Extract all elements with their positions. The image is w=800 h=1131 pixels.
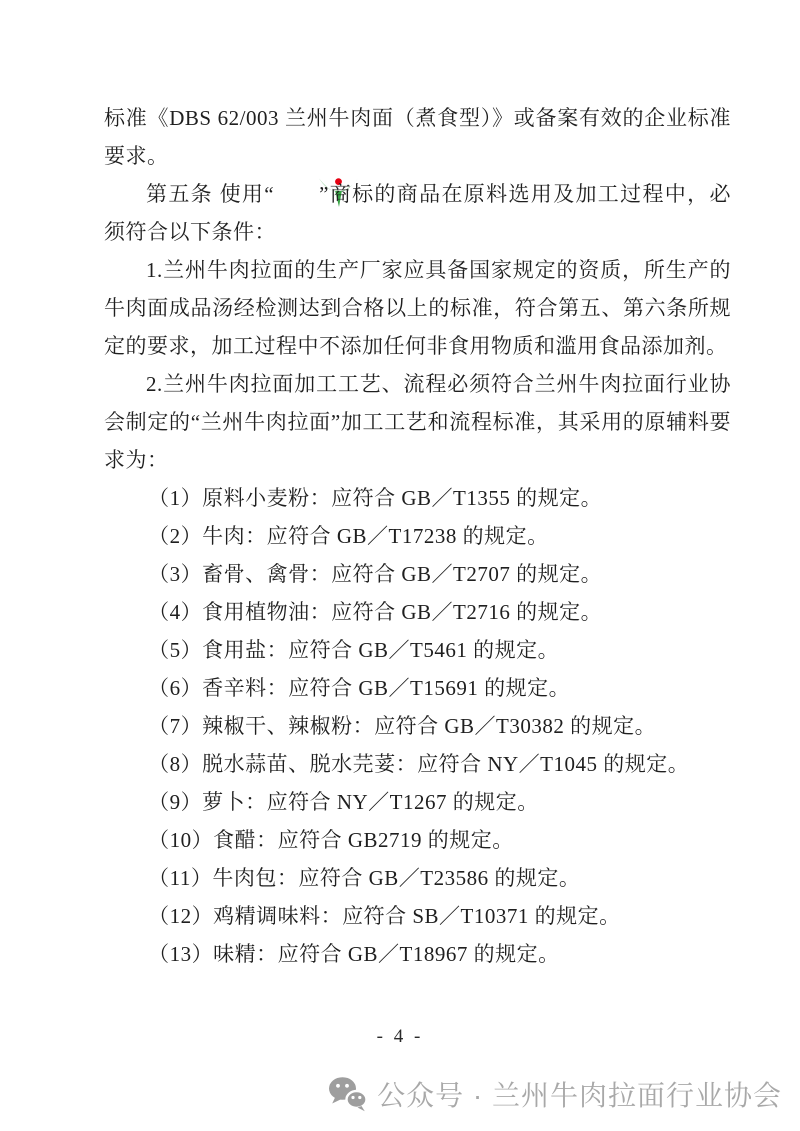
ingredient-item: （1）原料小麦粉：应符合 GB／T1355 的规定。 [148, 486, 603, 510]
paragraph-continuation: 标准《DBS 62/003 兰州牛肉面（煮食型）》或备案有效的企业标准要求。 [104, 106, 731, 168]
page-number: - 4 - [376, 1026, 424, 1047]
ingredient-item: （9）萝卜：应符合 NY／T1267 的规定。 [148, 790, 539, 814]
ingredient-item: （4）食用植物油：应符合 GB／T2716 的规定。 [148, 600, 603, 624]
ingredient-item: （3）畜骨、禽骨：应符合 GB／T2707 的规定。 [148, 562, 603, 586]
ingredient-item: （12）鸡精调味料：应符合 SB／T10371 的规定。 [148, 904, 621, 928]
ingredient-item: （8）脱水蒜苗、脱水芫荽：应符合 NY／T1045 的规定。 [148, 752, 690, 776]
ingredient-item: （11）牛肉包：应符合 GB／T23586 的规定。 [148, 866, 581, 890]
ingredient-item: （13）味精：应符合 GB／T18967 的规定。 [148, 942, 560, 966]
ingredient-item: （6）香辛料：应符合 GB／T15691 的规定。 [148, 676, 571, 700]
article-5-text-after-logo: ”商标的商品在原料选用及加工过程中，必须符合以下条件： [104, 182, 731, 244]
watermark [328, 1074, 782, 1114]
paragraph-article-5 [104, 175, 731, 251]
ingredient-item: （2）牛肉：应符合 GB／T17238 的规定。 [148, 524, 549, 548]
clause-2: 2.兰州牛肉拉面加工工艺、流程必须符合兰州牛肉拉面行业协会制定的“兰州牛肉拉面”加工工艺和流程标准，其采用的原辅料要求为： [104, 372, 731, 472]
trademark-logo-icon [276, 177, 317, 208]
ingredient-item: （10）食醋：应符合 GB2719 的规定。 [148, 828, 514, 852]
wechat-icon [328, 1076, 368, 1113]
document-body [104, 99, 731, 973]
watermark-text: 公众号 · 兰州牛肉拉面行业协会 [377, 1080, 782, 1111]
clause-1: 1.兰州牛肉拉面的生产厂家应具备国家规定的资质，所生产的牛肉面成品汤经检测达到合格以上的标准，符合第五、第六条所规定的要求，加工过程中不添加任何非食用物质和滥用食品添加剂。 [104, 258, 731, 358]
article-5-text-before-logo: 第五条 使用“ [146, 182, 275, 206]
ingredient-item: （7）辣椒干、辣椒粉：应符合 GB／T30382 的规定。 [148, 714, 657, 738]
ingredient-item: （5）食用盐：应符合 GB／T5461 的规定。 [148, 638, 560, 662]
